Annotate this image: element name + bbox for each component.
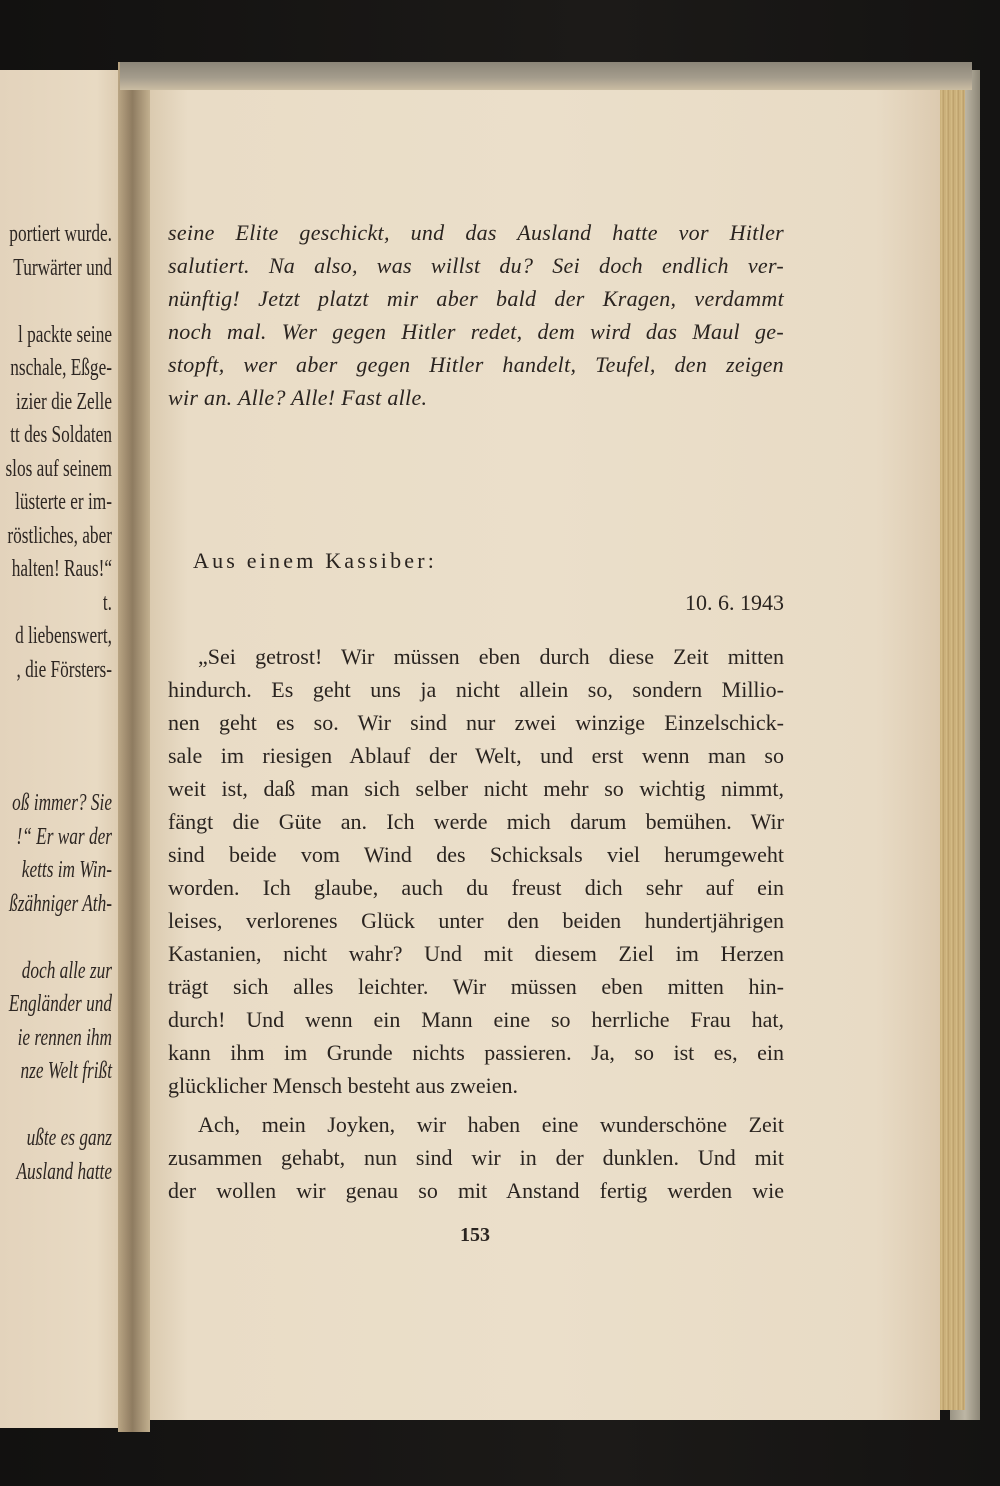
text-line: nünftig! Jetzt platzt mir aber bald der Kragen, verdammt — [168, 286, 784, 311]
section-heading: Aus einem Kassiber: — [193, 548, 438, 573]
left-line: izier die Zelle — [16, 388, 112, 415]
text-line: stopft, wer aber gegen Hitler handelt, Teufel, den zeigen — [168, 352, 784, 377]
left-line: , die Försters- — [16, 656, 112, 683]
left-gap — [0, 687, 112, 787]
text-line: Ach, mein Joyken, wir haben eine wunderschöne Zeit — [198, 1112, 784, 1137]
left-line: !“ Er war der — [16, 823, 112, 850]
left-line: ketts im Win- — [21, 857, 112, 883]
left-line — [0, 921, 112, 955]
italic-passage — [168, 216, 784, 414]
text-line: kann ihm im Grunde nichts passieren. Ja, so ist es, ein — [168, 1040, 784, 1065]
left-line: doch alle zur — [21, 957, 112, 984]
letter-text — [168, 640, 784, 1207]
left-line: portiert wurde. — [9, 221, 112, 247]
left-line: röstliches, aber — [7, 522, 112, 549]
text-line: sind beide vom Wind des Schicksals viel herumgeweht — [168, 842, 784, 867]
left-line: nze Welt frißt — [20, 1058, 112, 1084]
left-line: oß immer? Sie — [12, 790, 112, 816]
left-line: slos auf seinem — [5, 455, 112, 482]
left-line: lüsterte er im- — [15, 489, 112, 515]
text-line: nen geht es so. Wir sind nur zwei winzige Einzelschick- — [168, 710, 784, 735]
left-line: l packte seine — [17, 321, 112, 348]
text-line: leises, verlorenes Glück unter den beiden hundertjährigen — [168, 908, 784, 933]
left-line: halten! Raus!“ — [11, 556, 112, 582]
text-line: wir an. Alle? Alle! Fast alle. — [168, 385, 428, 410]
left-line: nschale, Eßge- — [10, 355, 112, 381]
left-line: ie rennen ihm — [17, 1024, 112, 1051]
text-line: Kastanien, nicht wahr? Und mit diesem Ziel im Herzen — [168, 941, 784, 966]
text-line: sale im riesigen Ablauf der Welt, und erst wenn man so — [168, 743, 784, 768]
left-line: Ausland hatte — [16, 1158, 112, 1185]
left-line: t. — [102, 589, 112, 616]
text-line: worden. Ich glaube, auch du freust dich sehr auf ein — [168, 875, 784, 900]
left-line: d liebenswert, — [15, 623, 112, 649]
text-line: „Sei getrost! Wir müssen eben durch diese Zeit mitten — [198, 644, 784, 669]
text-line: salutiert. Na also, was willst du? Sei doch endlich ver- — [168, 253, 784, 278]
left-line: ßzähniger Ath- — [9, 890, 112, 917]
letter-date: 10. 6. 1943 — [685, 590, 784, 615]
text-line: trägt sich alles leichter. Wir müssen eben mitten hin- — [168, 974, 784, 999]
left-page-text — [0, 218, 112, 1189]
left-line — [0, 1089, 112, 1123]
page-number — [0, 1224, 950, 1247]
binding-top-edge — [120, 62, 972, 90]
text-line: hindurch. Es geht uns ja nicht allein so, sondern Millio- — [168, 677, 784, 702]
text-line: glücklicher Mensch besteht aus zweien. — [168, 1073, 519, 1098]
text-line: zusammen gehabt, nun sind wir in der dunklen. Und mit — [168, 1145, 784, 1170]
left-line: Engländer und — [8, 991, 112, 1017]
page-number-text: 153 — [460, 1224, 490, 1246]
text-line: durch! Und wenn ein Mann eine so herrliche Frau hat, — [168, 1007, 784, 1032]
left-line: Turwärter und — [13, 254, 112, 281]
left-line: ußte es ganz — [26, 1125, 112, 1151]
text-line: weit ist, daß man sich selber nicht mehr so wichtig nimmt, — [168, 776, 784, 801]
text-line: noch mal. Wer gegen Hitler redet, dem wird das Maul ge- — [168, 319, 784, 344]
text-line: seine Elite geschickt, und das Ausland hatte vor Hitler — [168, 220, 784, 245]
left-line — [0, 285, 112, 319]
text-line: fängt die Güte an. Ich werde mich darum bemühen. Wir — [168, 809, 784, 834]
left-line: tt des Soldaten — [10, 422, 112, 448]
text-line: der wollen wir genau so mit Anstand fertig werden wie — [168, 1178, 784, 1203]
